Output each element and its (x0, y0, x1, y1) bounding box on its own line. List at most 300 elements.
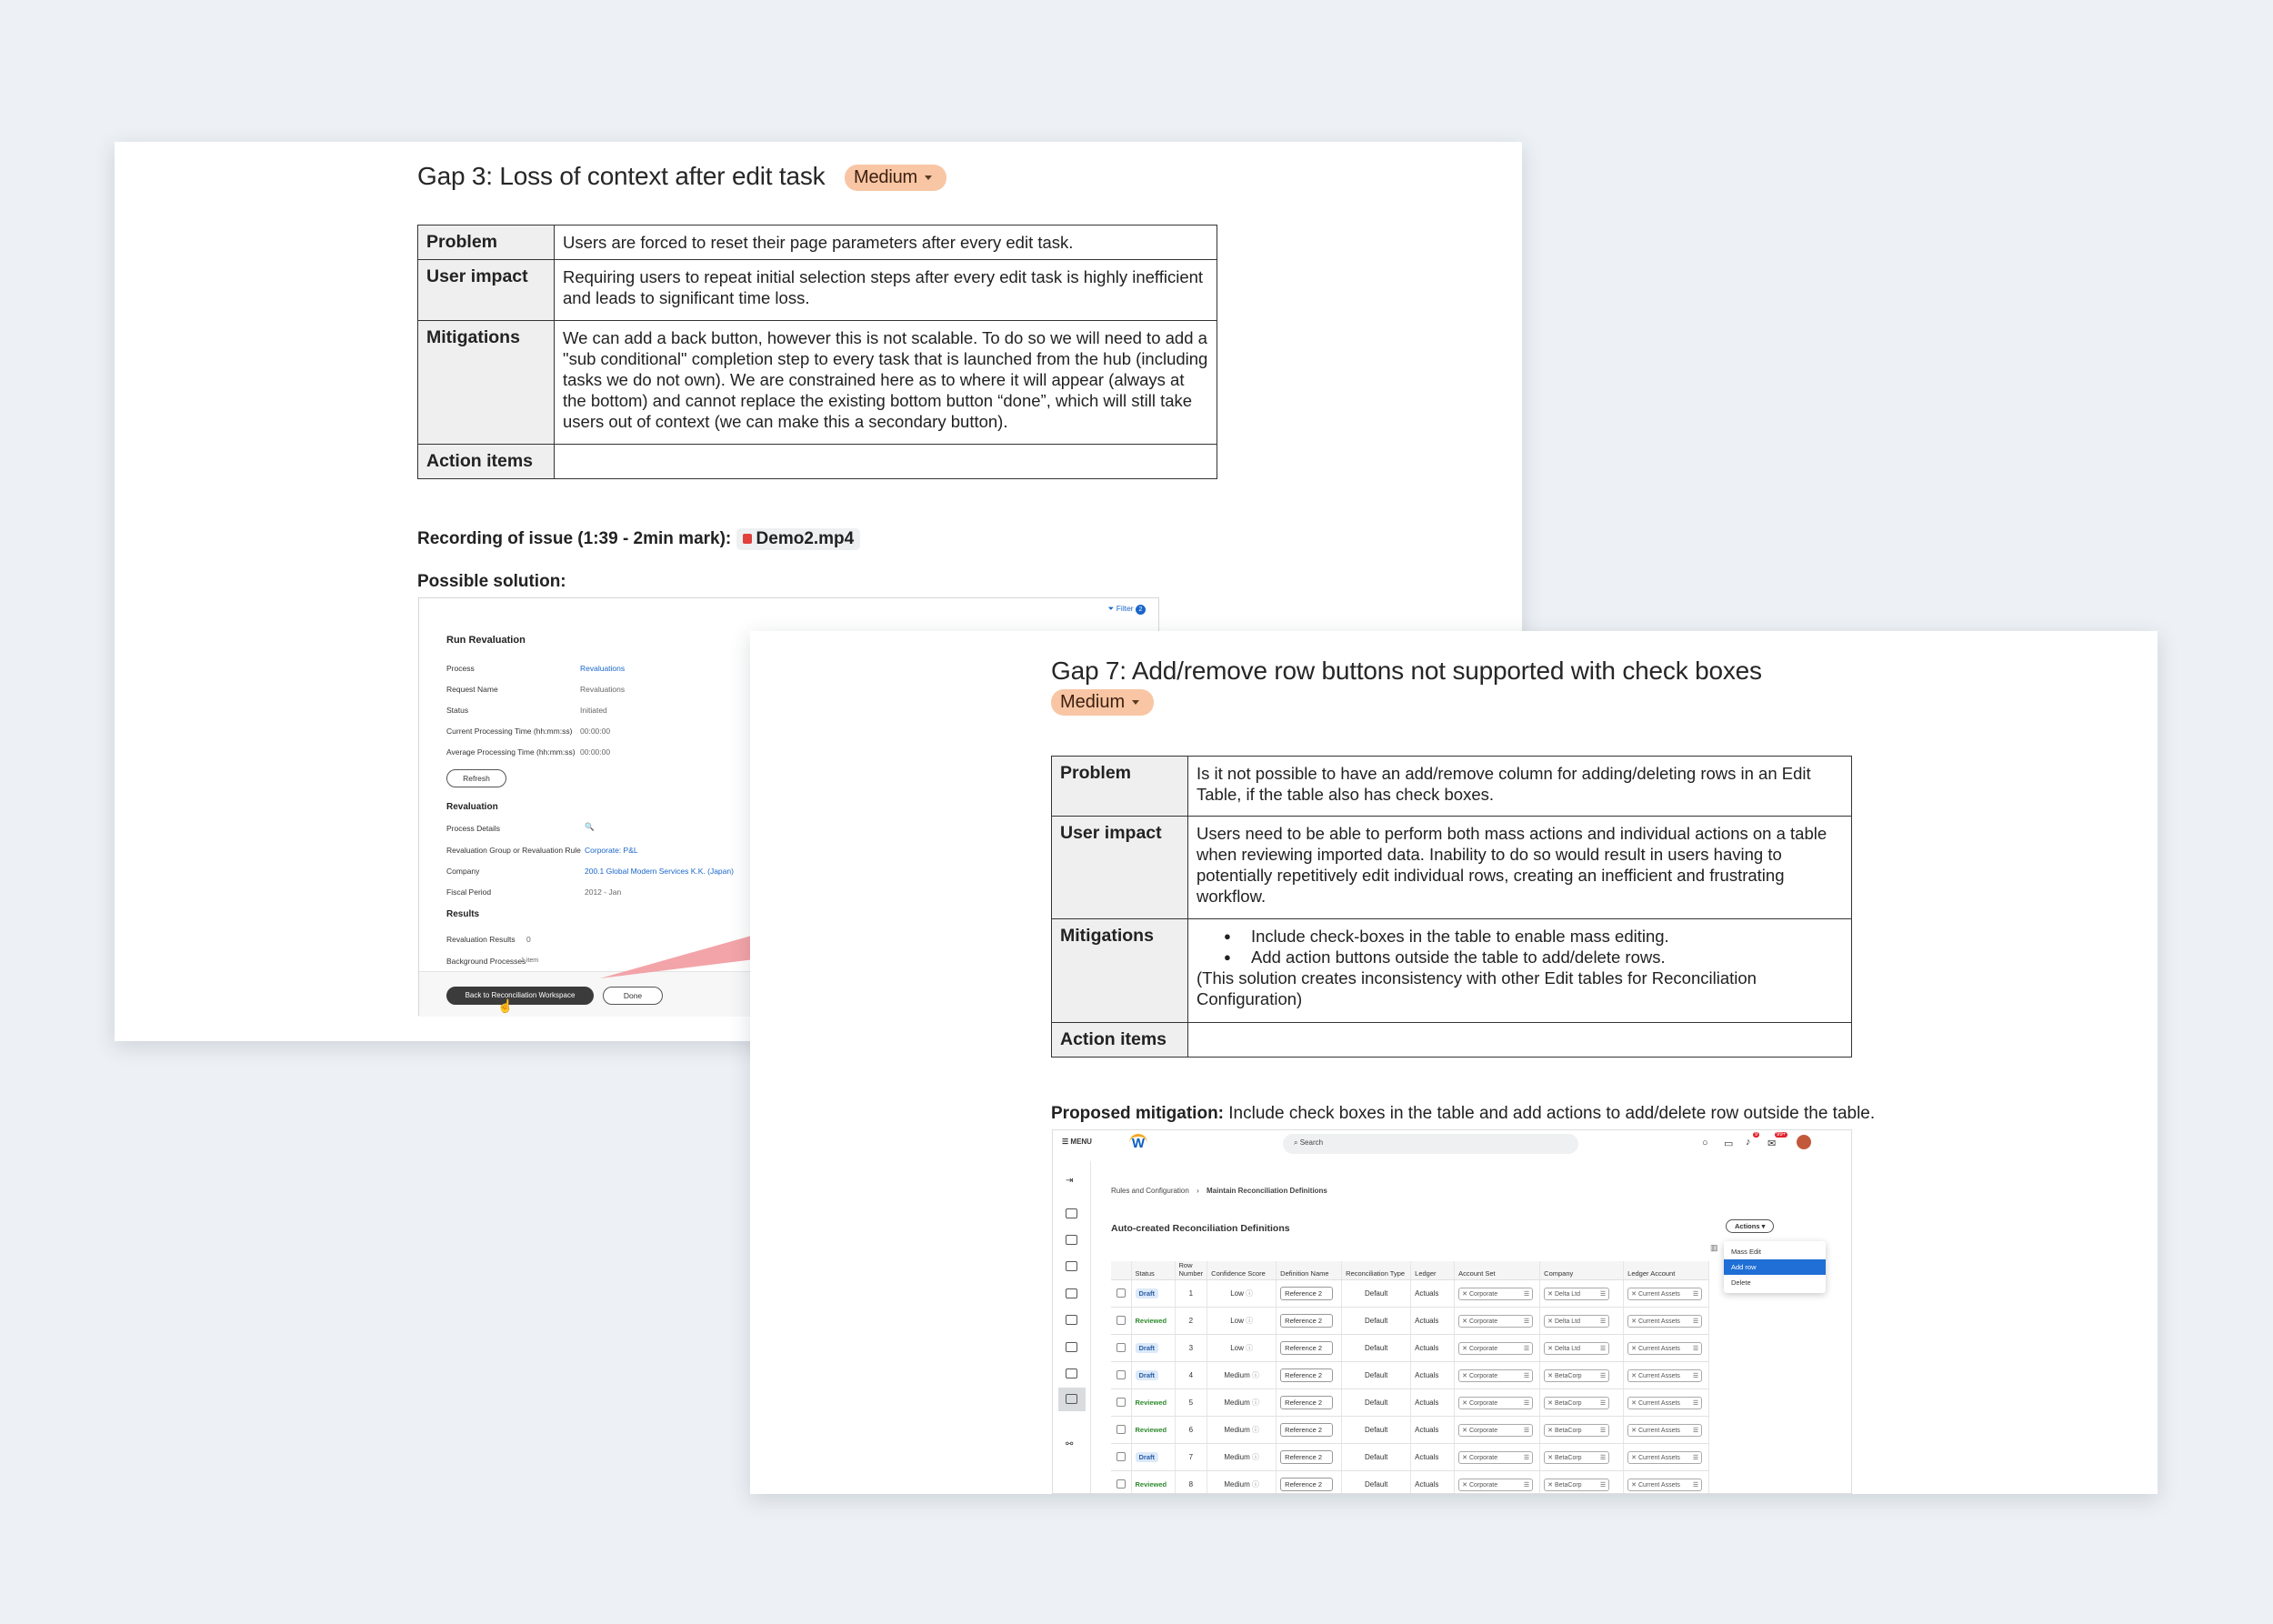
proposed-text: Include check boxes in the table and add actions to add/delete row outside the table. (1224, 1104, 1876, 1123)
remove-icon[interactable]: ✕ (1631, 1481, 1637, 1489)
list-item: ● Add action buttons outside the table to add/delete rows. (1197, 947, 1843, 967)
row-checkbox[interactable] (1116, 1316, 1126, 1325)
account-set-cell (1455, 1280, 1540, 1308)
header-row (1111, 1261, 1709, 1280)
search-icon: ⌕ (1294, 1138, 1298, 1147)
collapse-icon[interactable]: ⇥ (1066, 1176, 1074, 1186)
dashboard-icon[interactable] (1066, 1208, 1077, 1218)
ledger-account-cell (1624, 1444, 1709, 1471)
list-icon: ☰ (1692, 1290, 1699, 1298)
menu-item-delete[interactable]: Delete (1731, 1278, 1751, 1287)
reconciliation-type: Default (1342, 1389, 1411, 1417)
score-cell (1207, 1308, 1277, 1335)
name-cell (1277, 1362, 1342, 1389)
list-icon: ☰ (1599, 1481, 1607, 1489)
company-cell (1540, 1444, 1624, 1471)
remove-icon[interactable]: ✕ (1631, 1399, 1637, 1407)
list-icon: ☰ (1599, 1454, 1607, 1461)
ledger-account-cell (1624, 1471, 1709, 1495)
row-number: 1 (1175, 1280, 1207, 1308)
ledger-value: Actuals (1411, 1308, 1455, 1335)
video-attachment[interactable]: Demo2.mp4 (736, 528, 861, 550)
account-set-prompt[interactable]: ✕ Corporate ☰ (1458, 1424, 1533, 1437)
table-row (1052, 817, 1852, 919)
company-prompt[interactable]: ✕ Delta Ltd ☰ (1544, 1342, 1609, 1355)
name-cell (1277, 1335, 1342, 1362)
table-row (1111, 1444, 1709, 1471)
ledger-account-prompt[interactable]: ✕ Current Assets ☰ (1627, 1479, 1702, 1491)
row-text (1188, 1023, 1852, 1058)
table-row (1111, 1389, 1709, 1417)
row-select-cell (1111, 1308, 1131, 1335)
info-icon[interactable]: ⓘ (1252, 1453, 1260, 1461)
score-cell (1207, 1417, 1277, 1444)
priority-badge[interactable]: Medium (845, 165, 946, 191)
company-cell (1540, 1362, 1624, 1389)
field-label: Average Processing Time (hh:mm:ss) (446, 747, 576, 757)
reconciliation-type: Default (1342, 1280, 1411, 1308)
document-icon[interactable] (1066, 1261, 1077, 1271)
field-label: Process (446, 664, 475, 673)
search-input[interactable]: ⌕ Search (1283, 1134, 1578, 1154)
table-row (1111, 1471, 1709, 1495)
column-header (1111, 1261, 1131, 1280)
info-icon[interactable]: ⓘ (1252, 1480, 1260, 1489)
breadcrumb-current: Maintain Reconciliation Definitions (1206, 1187, 1327, 1195)
list-icon: ☰ (1692, 1345, 1699, 1352)
ledger-account-cell (1624, 1308, 1709, 1335)
remove-icon[interactable]: ✕ (1462, 1399, 1468, 1407)
field-label: Request Name (446, 685, 498, 694)
gap7-table (1051, 756, 1852, 1058)
company-prompt[interactable]: ✕ BetaCorp ☰ (1544, 1397, 1609, 1409)
remove-icon[interactable]: ✕ (1631, 1318, 1637, 1325)
table-row (1111, 1417, 1709, 1444)
list-icon: ☰ (1692, 1454, 1699, 1461)
account-set-prompt[interactable]: ✕ Corporate ☰ (1458, 1397, 1533, 1409)
report-icon[interactable] (1066, 1315, 1077, 1325)
name-cell (1277, 1389, 1342, 1417)
ledger-account-prompt[interactable]: ✕ Current Assets ☰ (1627, 1451, 1702, 1464)
definition-name-input[interactable]: Reference 2 (1280, 1450, 1333, 1464)
list-icon: ☰ (1523, 1372, 1530, 1379)
definition-name-input[interactable]: Reference 2 (1280, 1396, 1333, 1409)
row-select-cell (1111, 1335, 1131, 1362)
reconciliation-type: Default (1342, 1335, 1411, 1362)
row-label: Problem (1052, 757, 1188, 817)
mitigation-screenshot (1052, 1129, 1852, 1494)
name-cell (1277, 1444, 1342, 1471)
field-label: Process Details (446, 824, 501, 833)
field-label: Revaluation Results (446, 935, 516, 944)
chevron-down-icon: ▾ (1761, 1222, 1766, 1230)
definitions-table (1111, 1261, 1709, 1494)
remove-icon[interactable]: ✕ (1547, 1481, 1554, 1489)
link-icon[interactable]: ⚯ (1066, 1439, 1074, 1449)
confidence-score: Low (1230, 1289, 1244, 1298)
table-row (1111, 1308, 1709, 1335)
search-icon[interactable]: 🔍 (585, 822, 595, 831)
menu-button[interactable]: ☰ MENU (1062, 1138, 1092, 1146)
ledger-value: Actuals (1411, 1362, 1455, 1389)
file-icon[interactable] (1066, 1342, 1077, 1352)
confidence-score: Low (1230, 1344, 1244, 1352)
status-badge: Draft (1136, 1452, 1159, 1462)
table-row (1111, 1280, 1709, 1308)
remove-icon[interactable]: ✕ (1462, 1372, 1468, 1379)
row-text: We can add a back button, however this is not scalable. To do so we will need to add a "sub conditional" completion step to every task that is launched from the hub (including tasks we do not own). We are constrained here as to where it will appear (always at the bottom) and cannot replace the existing bottom button “done”, which will still take users out of context (we can make this a secondary button). (555, 321, 1217, 445)
filter-count-badge: 2 (1136, 605, 1146, 615)
remove-icon[interactable]: ✕ (1462, 1427, 1468, 1434)
account-set-cell (1455, 1389, 1540, 1417)
ledger-value: Actuals (1411, 1444, 1455, 1471)
ledger-account-cell (1624, 1389, 1709, 1417)
row-label: Mitigations (1052, 919, 1188, 1023)
mitigation-list (1197, 926, 1843, 967)
company-cell (1540, 1417, 1624, 1444)
column-header: Ledger Account (1624, 1261, 1709, 1280)
breadcrumb (1111, 1187, 1327, 1195)
remove-icon[interactable]: ✕ (1462, 1318, 1468, 1325)
table-row (418, 260, 1217, 321)
confidence-score: Medium (1224, 1398, 1250, 1407)
company-prompt[interactable]: ✕ Delta Ltd ☰ (1544, 1315, 1609, 1328)
status-cell (1131, 1389, 1175, 1417)
ledger-value: Actuals (1411, 1389, 1455, 1417)
process-link[interactable]: Revaluations (580, 664, 626, 673)
column-header: Definition Name (1277, 1261, 1342, 1280)
list-icon: ☰ (1523, 1454, 1530, 1461)
field-label: Company (446, 867, 480, 876)
remove-icon[interactable]: ✕ (1547, 1399, 1554, 1407)
refresh-button[interactable]: Refresh (446, 769, 506, 787)
row-label: User impact (1052, 817, 1188, 919)
field-value: Initiated (580, 706, 607, 715)
list-icon: ☰ (1599, 1345, 1607, 1352)
gap3-table (417, 225, 1217, 479)
status-cell (1131, 1362, 1175, 1389)
list-icon: ☰ (1523, 1399, 1530, 1407)
column-header: Row Number (1175, 1261, 1207, 1280)
row-number: 2 (1175, 1308, 1207, 1335)
field-value: 1 item (521, 957, 539, 964)
priority-badge[interactable]: Medium (1051, 689, 1154, 716)
company-prompt[interactable]: ✕ BetaCorp ☰ (1544, 1451, 1609, 1464)
definition-name-input[interactable]: Reference 2 (1280, 1478, 1333, 1491)
actions-button[interactable]: Actions ▾ (1726, 1219, 1774, 1233)
account-set-cell (1455, 1444, 1540, 1471)
database-icon[interactable] (1066, 1235, 1077, 1245)
page-title: Auto-created Reconciliation Definitions (1111, 1223, 1290, 1234)
row-label: Action items (1052, 1023, 1188, 1058)
status-badge: Draft (1136, 1288, 1159, 1298)
video-file-icon (743, 534, 752, 544)
account-set-prompt[interactable]: ✕ Corporate ☰ (1458, 1451, 1533, 1464)
ledger-account-prompt[interactable]: ✕ Current Assets ☰ (1627, 1315, 1702, 1328)
company-cell (1540, 1335, 1624, 1362)
account-set-cell (1455, 1417, 1540, 1444)
column-header: Account Set (1455, 1261, 1540, 1280)
status-cell (1131, 1335, 1175, 1362)
name-cell (1277, 1471, 1342, 1495)
ledger-account-cell (1624, 1335, 1709, 1362)
inbox-badge: 99+ (1777, 1132, 1787, 1138)
field-label: Current Processing Time (hh:mm:ss) (446, 727, 573, 736)
field-label: Status (446, 706, 469, 715)
list-icon: ☰ (1599, 1427, 1607, 1434)
company-cell (1540, 1308, 1624, 1335)
company-prompt[interactable]: ✕ BetaCorp ☰ (1544, 1424, 1609, 1437)
company-prompt[interactable]: ✕ BetaCorp ☰ (1544, 1369, 1609, 1382)
remove-icon[interactable]: ✕ (1547, 1427, 1554, 1434)
done-button[interactable]: Done (603, 987, 663, 1005)
account-set-prompt[interactable]: ✕ Corporate ☰ (1458, 1369, 1533, 1382)
row-checkbox[interactable] (1116, 1343, 1126, 1352)
account-set-cell (1455, 1471, 1540, 1495)
status-badge: Reviewed (1135, 1398, 1167, 1407)
row-checkbox[interactable] (1116, 1452, 1126, 1461)
reconciliation-type: Default (1342, 1444, 1411, 1471)
remove-icon[interactable]: ✕ (1547, 1372, 1554, 1379)
chevron-down-icon (1132, 700, 1139, 705)
list-icon: ☰ (1599, 1318, 1607, 1325)
company-link[interactable]: 200.1 Global Modern Services K.K. (Japan) (585, 867, 734, 876)
gap7-badge-wrap (1051, 689, 1154, 716)
definition-name-input[interactable]: Reference 2 (1280, 1368, 1333, 1382)
proposed-mitigation (1051, 1104, 1875, 1124)
row-number: 6 (1175, 1417, 1207, 1444)
row-select-cell (1111, 1471, 1131, 1495)
table-row (418, 445, 1217, 479)
company-cell (1540, 1280, 1624, 1308)
row-number: 4 (1175, 1362, 1207, 1389)
table-row (1052, 919, 1852, 1023)
table-body (1111, 1280, 1709, 1495)
row-label: Problem (418, 226, 555, 260)
field-label: Fiscal Period (446, 887, 492, 897)
company-cell (1540, 1389, 1624, 1417)
company-prompt[interactable]: ✕ Delta Ltd ☰ (1544, 1288, 1609, 1300)
gap7-card (750, 631, 2158, 1494)
remove-icon[interactable]: ✕ (1631, 1345, 1637, 1352)
ledger-account-prompt[interactable]: ✕ Current Assets ☰ (1627, 1342, 1702, 1355)
field-value: 00:00:00 (580, 747, 611, 757)
chevron-down-icon (925, 175, 932, 180)
definition-name-input[interactable]: Reference 2 (1280, 1287, 1333, 1300)
calendar-icon[interactable] (1066, 1288, 1077, 1298)
gap3-heading (417, 162, 946, 191)
info-icon[interactable]: ⓘ (1252, 1398, 1260, 1407)
table-row (1111, 1362, 1709, 1389)
table-row (418, 226, 1217, 260)
row-select-cell (1111, 1389, 1131, 1417)
list-icon: ☰ (1523, 1345, 1530, 1352)
menu-item-add-row[interactable]: Add row (1724, 1259, 1826, 1275)
field-value: Revaluations (580, 685, 626, 694)
row-label: Mitigations (418, 321, 555, 445)
notification-badge: 9 (1755, 1132, 1758, 1138)
row-text: Users need to be able to perform both mass actions and individual actions on a table when reviewing imported data. Inability to do so would result in users having to potentially repetitively edit individual rows, creating an inefficient and frustrating workflow. (1188, 817, 1852, 919)
ledger-account-prompt[interactable]: ✕ Current Assets ☰ (1627, 1369, 1702, 1382)
avatar[interactable] (1797, 1135, 1811, 1149)
status-badge: Reviewed (1135, 1317, 1167, 1325)
list-item: ● Include check-boxes in the table to enable mass editing. (1197, 926, 1843, 947)
reconciliation-type: Default (1342, 1308, 1411, 1335)
definition-name-input[interactable]: Reference 2 (1280, 1314, 1333, 1328)
name-cell (1277, 1280, 1342, 1308)
ledger-account-cell (1624, 1362, 1709, 1389)
confidence-score: Low (1230, 1317, 1244, 1325)
workday-logo[interactable]: W (1129, 1134, 1147, 1152)
list-icon: ☰ (1692, 1481, 1699, 1489)
column-header: Company (1540, 1261, 1624, 1280)
row-text (1188, 919, 1852, 1023)
list-icon: ☰ (1599, 1399, 1607, 1407)
account-set-cell (1455, 1308, 1540, 1335)
remove-icon[interactable]: ✕ (1547, 1318, 1554, 1325)
section-heading: Results (446, 909, 480, 919)
messages-icon[interactable]: ▭ (1724, 1138, 1734, 1149)
company-cell (1540, 1471, 1624, 1495)
reconciliation-type: Default (1342, 1362, 1411, 1389)
field-value: 0 (526, 935, 531, 944)
definition-name-input[interactable]: Reference 2 (1280, 1423, 1333, 1437)
status-cell (1131, 1471, 1175, 1495)
score-cell (1207, 1362, 1277, 1389)
row-checkbox[interactable] (1116, 1370, 1126, 1379)
info-icon[interactable]: ⓘ (1246, 1344, 1254, 1352)
back-to-workspace-button[interactable]: Back to Reconciliation Workspace (446, 987, 594, 1005)
remove-icon[interactable]: ✕ (1547, 1345, 1554, 1352)
status-badge: Reviewed (1135, 1480, 1167, 1489)
name-cell (1277, 1308, 1342, 1335)
row-text: Requiring users to repeat initial selection steps after every edit task is highly inefficient and leads to significant time loss. (555, 260, 1217, 321)
info-icon[interactable]: ⓘ (1246, 1289, 1254, 1298)
score-cell (1207, 1335, 1277, 1362)
recording-label: Recording of issue (1:39 - 2min mark): (417, 529, 732, 548)
confidence-score: Medium (1224, 1453, 1250, 1461)
column-header: Reconciliation Type (1342, 1261, 1411, 1280)
chat-icon[interactable]: ○ (1702, 1138, 1708, 1148)
status-cell (1131, 1417, 1175, 1444)
column-toggle-icon[interactable]: ▥ (1710, 1243, 1718, 1252)
inbox-icon[interactable]: ✉ (1767, 1138, 1777, 1149)
info-icon[interactable]: ⓘ (1252, 1426, 1260, 1434)
name-cell (1277, 1417, 1342, 1444)
column-header: Confidence Score (1207, 1261, 1277, 1280)
score-cell (1207, 1444, 1277, 1471)
recording-line (417, 528, 860, 550)
account-set-prompt[interactable]: ✕ Corporate ☰ (1458, 1342, 1533, 1355)
account-set-prompt[interactable]: ✕ Corporate ☰ (1458, 1315, 1533, 1328)
field-value: 00:00:00 (580, 727, 611, 736)
ledger-value: Actuals (1411, 1280, 1455, 1308)
row-label: User impact (418, 260, 555, 321)
score-cell (1207, 1389, 1277, 1417)
row-checkbox[interactable] (1116, 1425, 1126, 1434)
field-label: Revaluation Group or Revaluation Rule (446, 846, 581, 855)
remove-icon[interactable]: ✕ (1631, 1454, 1637, 1461)
remove-icon[interactable]: ✕ (1462, 1345, 1468, 1352)
notifications-icon[interactable]: ♪ (1746, 1137, 1751, 1148)
account-set-prompt[interactable]: ✕ Corporate ☰ (1458, 1479, 1533, 1491)
list-icon: ☰ (1692, 1427, 1699, 1434)
column-header: Status (1131, 1261, 1175, 1280)
rule-link[interactable]: Corporate: P&L (585, 846, 638, 855)
field-value: 2012 - Jan (585, 887, 622, 897)
status-cell (1131, 1308, 1175, 1335)
row-text: Is it not possible to have an add/remove column for adding/deleting rows in an Edit Table, if the table also has check boxes. (1188, 757, 1852, 817)
field-label: Background Processes (446, 957, 526, 966)
remove-icon[interactable]: ✕ (1631, 1290, 1637, 1298)
row-select-cell (1111, 1417, 1131, 1444)
list-icon: ☰ (1692, 1372, 1699, 1379)
remove-icon[interactable]: ✕ (1462, 1481, 1468, 1489)
remove-icon[interactable]: ✕ (1462, 1290, 1468, 1298)
ledger-account-prompt[interactable]: ✕ Current Assets ☰ (1627, 1288, 1702, 1300)
confidence-score: Medium (1224, 1426, 1250, 1434)
definition-name-input[interactable]: Reference 2 (1280, 1341, 1333, 1355)
proposed-label: Proposed mitigation: (1051, 1104, 1224, 1123)
account-set-cell (1455, 1362, 1540, 1389)
row-text: Users are forced to reset their page parameters after every edit task. (555, 226, 1217, 260)
remove-icon[interactable]: ✕ (1631, 1372, 1637, 1379)
remove-icon[interactable]: ✕ (1631, 1427, 1637, 1434)
row-checkbox[interactable] (1116, 1398, 1126, 1407)
account-set-cell (1455, 1335, 1540, 1362)
status-cell (1131, 1444, 1175, 1471)
row-select-cell (1111, 1444, 1131, 1471)
ledger-account-prompt[interactable]: ✕ Current Assets ☰ (1627, 1397, 1702, 1409)
table-row (1052, 757, 1852, 817)
breadcrumb-root[interactable]: Rules and Configuration (1111, 1187, 1189, 1195)
ledger-account-prompt[interactable]: ✕ Current Assets ☰ (1627, 1424, 1702, 1437)
form-title: Run Revaluation (446, 635, 526, 646)
table-row (1111, 1335, 1709, 1362)
row-text (555, 445, 1217, 479)
confidence-score: Medium (1224, 1480, 1250, 1489)
folder-icon[interactable] (1066, 1368, 1077, 1378)
company-prompt[interactable]: ✕ BetaCorp ☰ (1544, 1479, 1609, 1491)
ledger-account-cell (1624, 1417, 1709, 1444)
solution-label: Possible solution: (417, 572, 566, 591)
list-icon: ☰ (1523, 1427, 1530, 1434)
table-row (418, 321, 1217, 445)
row-checkbox[interactable] (1116, 1479, 1126, 1489)
ledger-account-cell (1624, 1280, 1709, 1308)
row-select-cell (1111, 1362, 1131, 1389)
info-icon[interactable]: ⓘ (1246, 1317, 1254, 1325)
remove-icon[interactable]: ✕ (1547, 1290, 1554, 1298)
mitigation-note: (This solution creates inconsistency with other Edit tables for Reconciliation Configuration) (1197, 968, 1757, 1008)
ledger-value: Actuals (1411, 1471, 1455, 1495)
ledger-value: Actuals (1411, 1417, 1455, 1444)
filter-button[interactable]: ⏷ Filter 2 (1108, 604, 1146, 615)
row-checkbox[interactable] (1116, 1288, 1126, 1298)
remove-icon[interactable]: ✕ (1547, 1454, 1554, 1461)
section-heading: Revaluation (446, 802, 498, 812)
cursor-icon: ☝ (497, 998, 514, 1013)
actions-menu (1724, 1241, 1826, 1293)
row-number: 5 (1175, 1389, 1207, 1417)
menu-item-mass-edit[interactable]: Mass Edit (1731, 1248, 1761, 1256)
gap7-title: Gap 7: Add/remove row buttons not supported with check boxes (1051, 657, 1762, 685)
info-icon[interactable]: ⓘ (1252, 1371, 1260, 1379)
reconciliation-type: Default (1342, 1417, 1411, 1444)
row-number: 8 (1175, 1471, 1207, 1495)
account-set-prompt[interactable]: ✕ Corporate ☰ (1458, 1288, 1533, 1300)
remove-icon[interactable]: ✕ (1462, 1454, 1468, 1461)
